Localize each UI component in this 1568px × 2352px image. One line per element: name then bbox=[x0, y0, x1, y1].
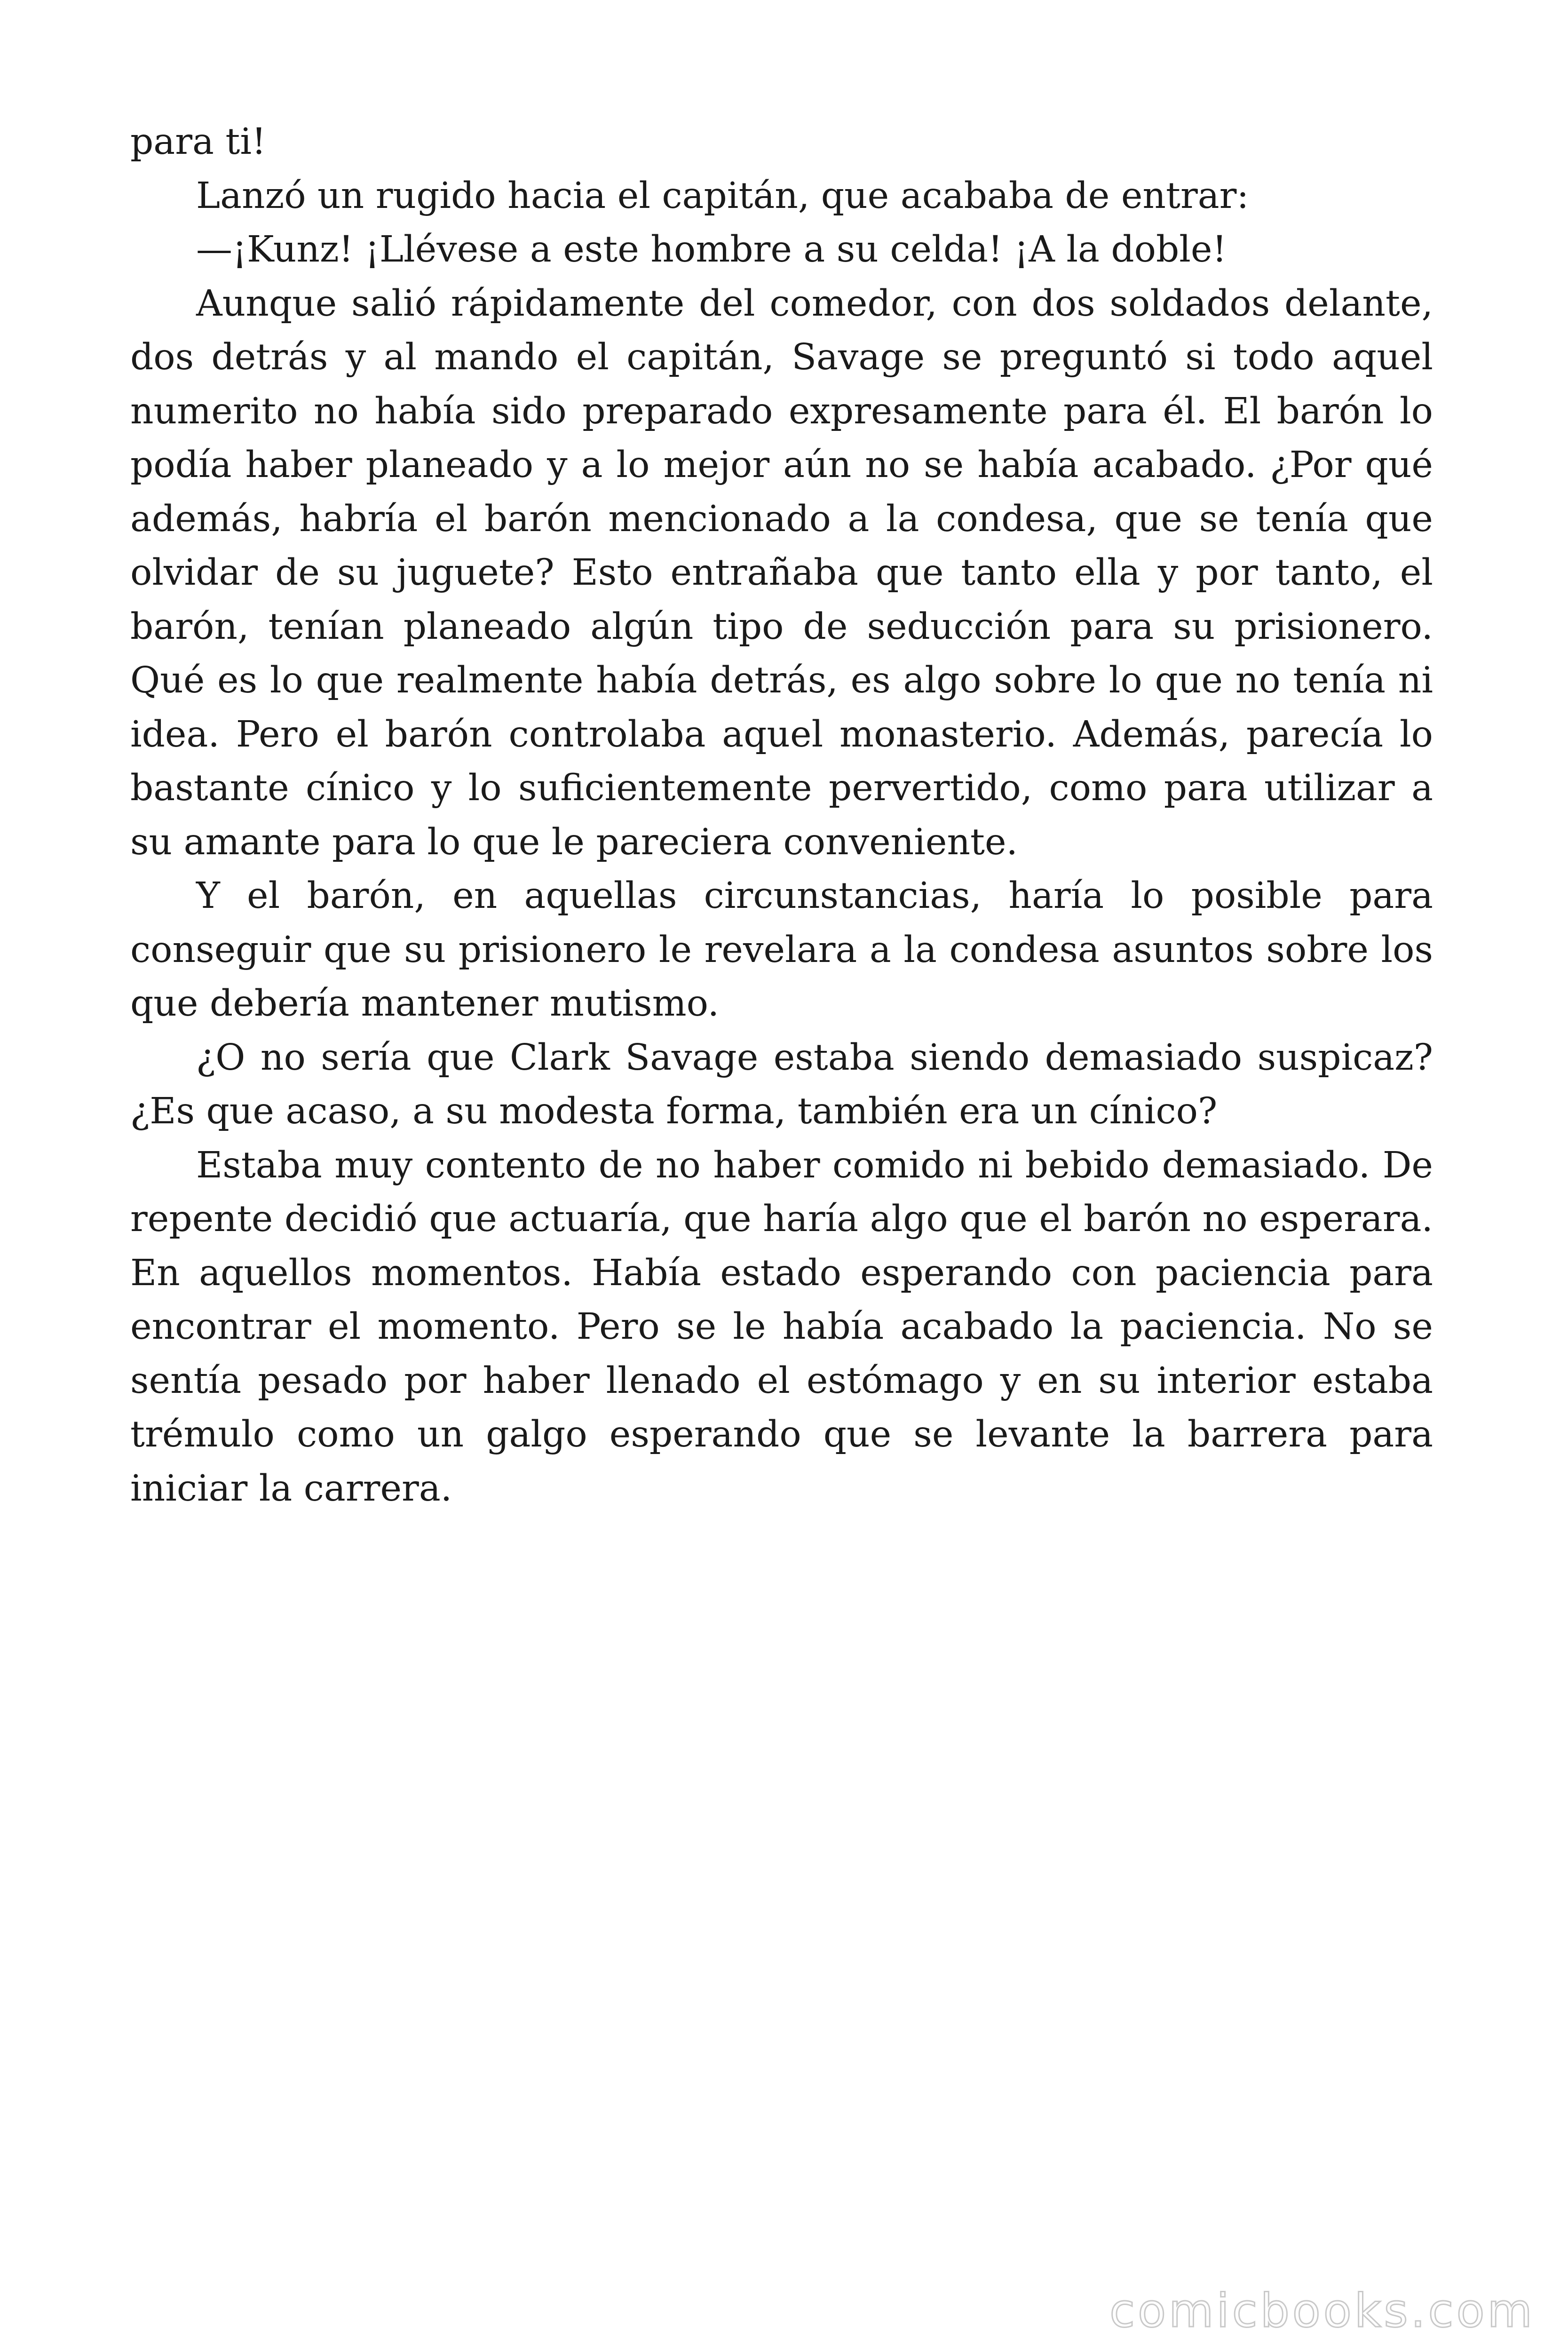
paragraph-continuation: para ti! bbox=[130, 121, 266, 163]
body-text bbox=[130, 115, 1433, 1516]
paragraph-dialogue: —¡Kunz! ¡Llévese a este hombre a su celda! ¡A la doble! bbox=[196, 229, 1227, 270]
watermark: comicbooks.com bbox=[1109, 2284, 1535, 2338]
paragraph: Aunque salió rápidamente del comedor, con dos soldados delante, dos detrás y al mando el capitán, Savage se preguntó si todo aquel numerito no había sido preparado expresamente para él. El barón lo podía haber planeado y a lo mejor aún no se había acabado. ¿Por qué además, habría el barón mencionado a la condesa, que se tenía que olvidar de su juguete? Esto entrañaba que tanto ella y por tanto, el barón, tenían planeado algún tipo de seducción para su prisionero. Qué es lo que realmente había detrás, es algo sobre lo que no tenía ni idea. Pero el barón controlaba aquel monasterio. Además, parecía lo bastante cínico y lo suficientemente pervertido, como para utilizar a su amante para lo que le pareciera conveniente. bbox=[130, 282, 1433, 863]
paragraph: Lanzó un rugido hacia el capitán, que acababa de entrar: bbox=[196, 175, 1249, 217]
paragraph: Y el barón, en aquellas circunstancias, haría lo posible para conseguir que su prisionero le revelara a la condesa asuntos sobre los que debería mantener mutismo. bbox=[130, 875, 1433, 1025]
paragraph: ¿O no sería que Clark Savage estaba siendo demasiado suspicaz? ¿Es que acaso, a su modesta forma, también era un cínico? bbox=[130, 1036, 1433, 1132]
paragraph: Estaba muy contento de no haber comido ni bebido demasiado. De repente decidió que actuaría, que haría algo que el barón no esperara. En aquellos momentos. Había estado esperando con paciencia para encontrar el momento. Pero se le había acabado la paciencia. No se sentía pesado por haber llenado el estómago y en su interior estaba trémulo como un galgo esperando que se levante la barrera para iniciar la carrera. bbox=[130, 1144, 1433, 1510]
